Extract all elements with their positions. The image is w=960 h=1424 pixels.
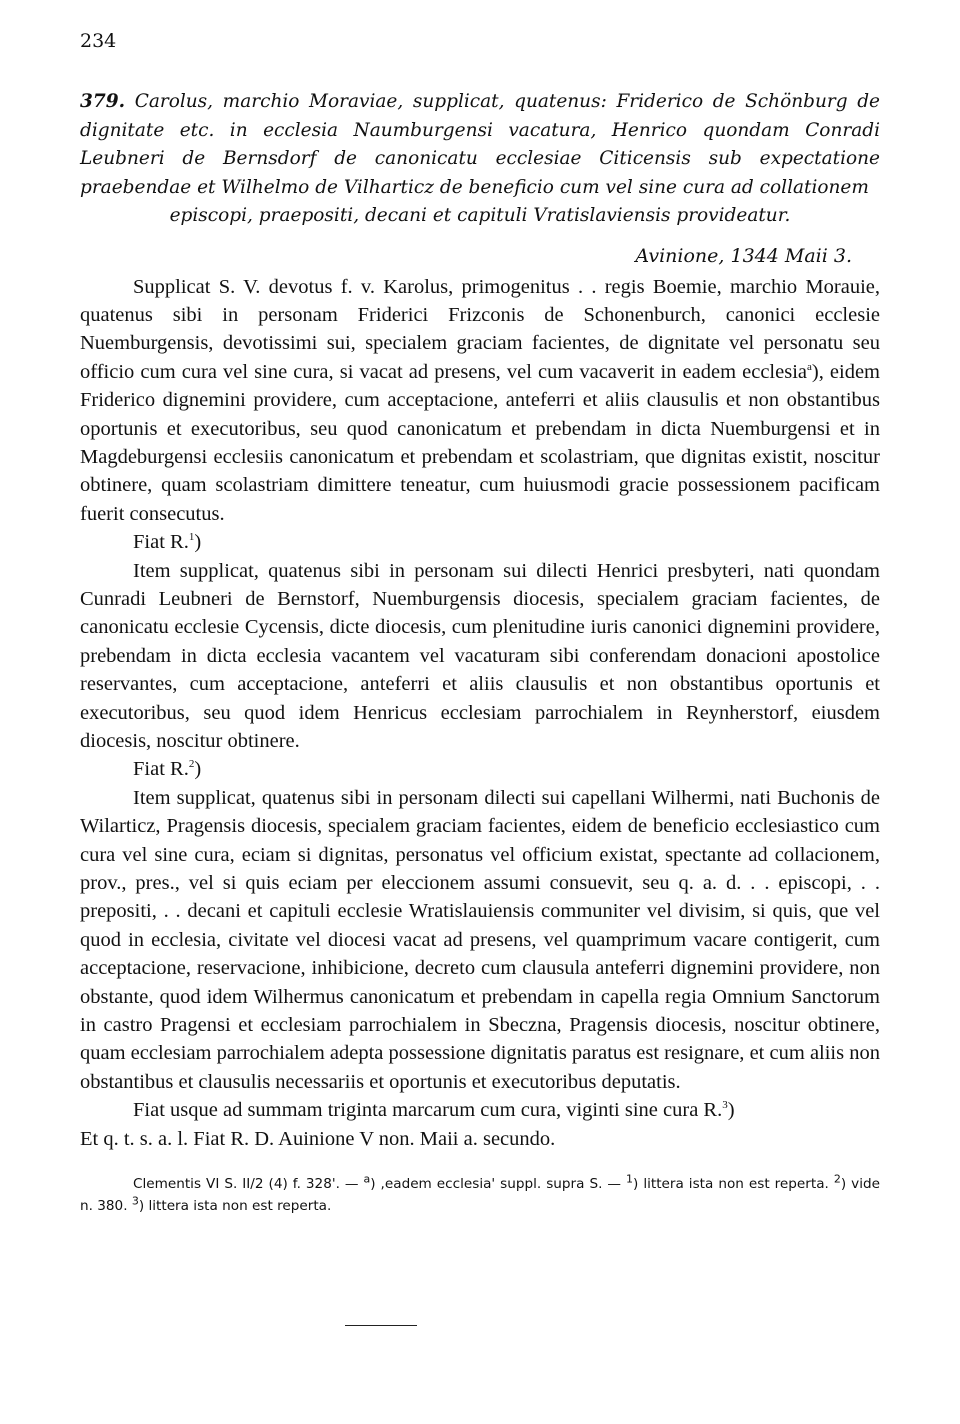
footnote-marker-3: 3 — [722, 1099, 728, 1112]
fiat-2: Fiat R.$^2$) — [133, 758, 202, 781]
page-number: 234 — [80, 30, 117, 52]
place-date: Avinione, 1344 Maii 3. — [635, 244, 852, 267]
paragraph-5: Et q. t. s. a. l. Fiat R. D. Auinione V non. Maii a. secundo. — [80, 1127, 556, 1150]
footnote-3: ) littera ista non est reperta. — [138, 1198, 332, 1215]
footnote-a-mark: a — [363, 1172, 371, 1186]
paragraph-2: Item supplicat, quatenus sibi in personam sui dilecti Henrici presbyteri, nati quondam Cunradi Leubneri de Bernstorf, Nuemburgensis diocesis, specialem graciam facientes, de canonicatu ecclesie Cycensis, dicte diocesis, cum plenitudine iuris canonici dignemini providere, prebendam in dicta ecclesia vacantem vel vacaturam sibi conferendam donacioni apostolice reservantes, cum acceptacione, anteferri et aliis clausulis et non obstantibus oportunis et executoribus, seu quod idem Henricus ecclesiam parrochialem in Reynherstorf, eiusdem diocesis, noscitur obtinere. — [80, 559, 880, 752]
footnote-2-mark: 2 — [833, 1172, 841, 1186]
footnote-marker-2: 2 — [188, 758, 195, 771]
document-text — [80, 273, 880, 1154]
end-rule — [345, 1325, 417, 1326]
paragraph-4: Fiat usque ad summam triginta marcarum cum cura, viginti sine cura R.$^3$) — [133, 1099, 735, 1122]
footnote-3-mark: 3 — [131, 1194, 139, 1208]
regest-summary — [80, 88, 880, 231]
regest-last-line: episcopi, praepositi, decani et capituli Vratislaviensis provideatur. — [169, 205, 791, 226]
footnote-a: ) ,eadem ecclesia' suppl. supra S. — — [370, 1176, 622, 1193]
footnote-marker-1: 1 — [188, 531, 195, 544]
regest-text: Carolus, marchio Moraviae, supplicat, quatenus: Friderico de Schönburg de dignitate etc. in ecclesia Naumburgensi vacatura, Henrico quondam Conradi Leubneri de Bernsdorf de canonicatu ecclesiae Citicensis sub expectatione praebendae et Wilhelmo de Vilharticz de beneficio cum vel sine cura ad collationem — [80, 91, 880, 198]
footnote-marker-a: a — [807, 360, 812, 373]
footnote-1-mark: 1 — [626, 1172, 634, 1186]
footnotes — [80, 1173, 880, 1217]
document-page — [80, 30, 880, 1217]
footnote-source: Clementis VI S. II/2 (4) f. 328'. — — [133, 1176, 359, 1193]
document-number: 379. — [80, 91, 126, 112]
footnote-1: ) littera ista non est reperta. — [633, 1176, 829, 1193]
fiat-1: Fiat R.$^1$) — [133, 531, 202, 554]
paragraph-3: Item supplicat, quatenus sibi in personam dilecti sui capellani Wilhermi, nati Buchonis de Wilarticz, Pragensis diocesis, specialem graciam facientes, eidem de beneficio ecclesiastico cum cura vel sine cura, eciam si dignitas, personatus vel officium existat, spectante ad collacionem, prov., pres., vel si quis eciam per eleccionem assumi consuevit, seu q. a. d. . . episcopi, . . prepositi, . . decani et capituli ecclesie Wratislauiensis communiter vel divisim, si quis, que vel quod in ecclesia, civitate vel diocesi vacat ad presens, vel quamprimum vacare contigerit, cum acceptacione, reservacione, inhibicione, decreto cum clausula anteferri dignemini providere, non obstante, quod idem Wilhermus canonicatum et prebendam in capella regia Omnium Sanctorum in castro Pragensi et ecclesiam parrochialem in Sbeczna, Pragensis diocesis, noscitur obtinere, quam ecclesiam parrochialem adepta possessione dignitatis paratus est resignare, et cum aliis non obstantibus et clausulis necessariis et oportunis et executoribus deputatis. — [80, 786, 880, 1093]
footnote-2: ) vide n. 380. — [80, 1176, 880, 1215]
paragraph-1: Supplicat S. V. devotus f. v. Karolus, primogenitus . . regis Boemie, marchio Morauie, quatenus sibi in personam Friderici Frizconis de Schonenburch, canonici ecclesie Nuemburgensis, devotissimi sui, specialem graciam facientes, de dignitate vel personatu seu officio cum cura vel sine cura, si vacat ad presens, vel cum vacaverit in eadem ecclesia$^a$), eidem Friderico dignemini providere, cum acceptacione, anteferri et aliis clausulis et non obstantibus oportunis et executoribus, seu quod canonicatum et prebendam in dicta Nuemburgensi et in Magdeburgensi ecclesiis canonicatum et prebendam et scolastriam, que dignitas existit, noscitur obtinere, quam scolastriam dimittere teneatur, cum huiusmodi gracie possessionem pacificam fuerit consecutus. — [80, 275, 881, 525]
